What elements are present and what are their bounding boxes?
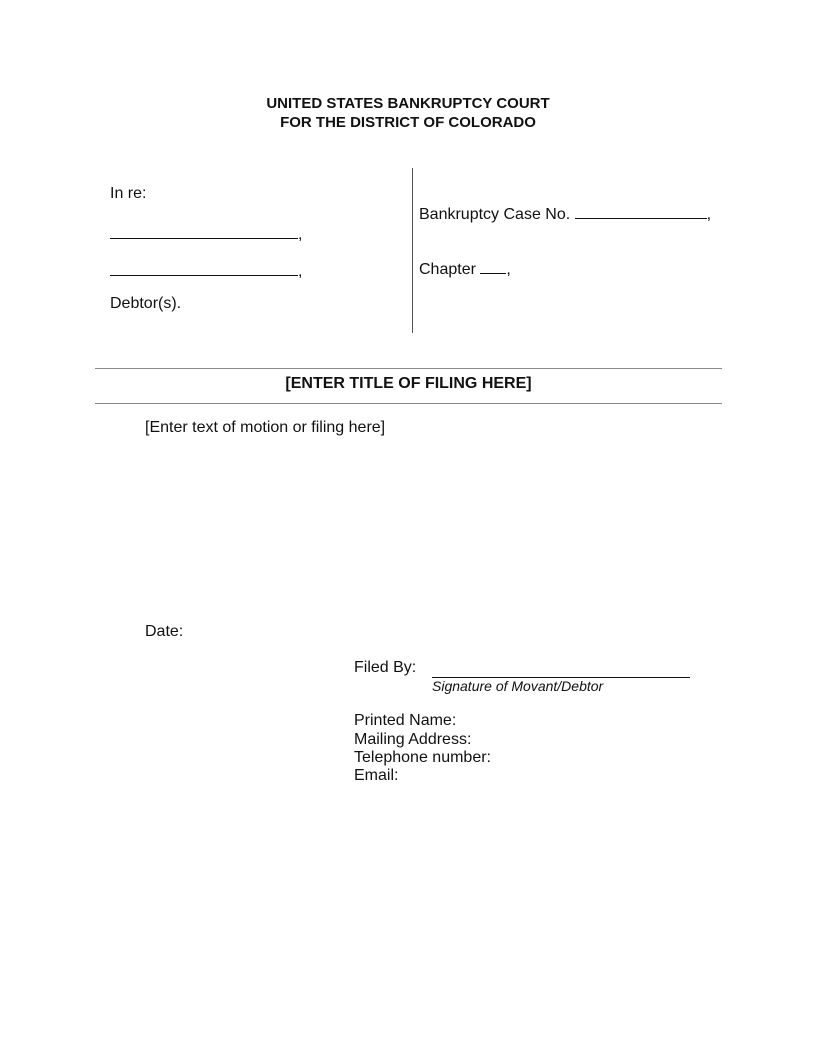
signature-caption: Signature of Movant/Debtor — [432, 678, 604, 694]
comma: , — [506, 261, 511, 278]
comma: , — [706, 206, 712, 223]
chapter-field[interactable] — [480, 259, 506, 274]
filing-title: [ENTER TITLE OF FILING HERE] — [285, 375, 532, 392]
comma: , — [298, 226, 303, 243]
chapter-label: Chapter — [419, 261, 476, 278]
debtor-name-field-1[interactable] — [110, 224, 302, 244]
email-label: Email: — [354, 767, 399, 784]
printed-name-label: Printed Name: — [354, 712, 457, 729]
filed-by-label: Filed By: — [354, 659, 417, 676]
case-number-line — [419, 204, 711, 224]
case-number-label: Bankruptcy Case No. — [419, 206, 571, 223]
telephone-label: Telephone number: — [354, 749, 491, 766]
comma: , — [298, 263, 303, 280]
in-re-label: In re: — [110, 185, 147, 202]
filing-body-text: [Enter text of motion or filing here] — [145, 419, 386, 436]
court-district: FOR THE DISTRICT OF COLORADO — [280, 114, 536, 131]
date-label: Date: — [145, 623, 184, 640]
debtor-name-field-2[interactable] — [110, 261, 302, 281]
chapter-line — [419, 259, 511, 279]
case-number-field[interactable] — [575, 204, 707, 219]
title-rule-top — [95, 368, 722, 369]
debtors-label: Debtor(s). — [110, 295, 182, 312]
court-name: UNITED STATES BANKRUPTCY COURT — [266, 95, 550, 112]
caption-divider — [412, 168, 413, 333]
mailing-address-label: Mailing Address: — [354, 731, 472, 748]
title-rule-bottom — [95, 403, 722, 404]
